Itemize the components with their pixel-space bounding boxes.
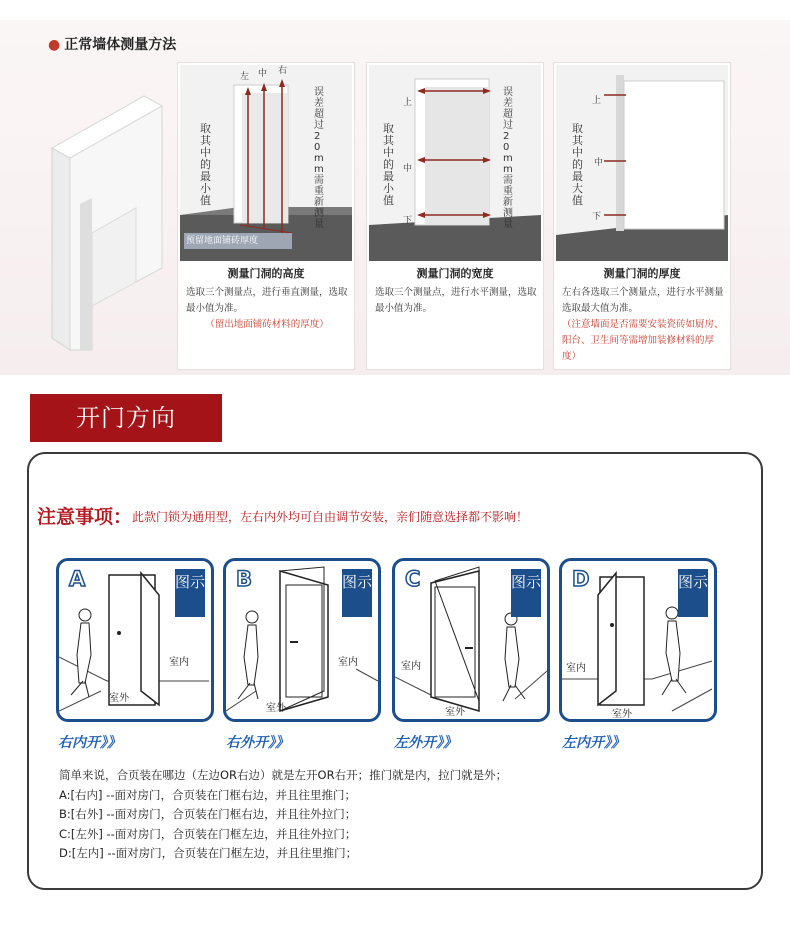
width-measure-panel: [366, 62, 544, 370]
caption-text: 选取三个测量点，进行垂直测量，选取最小值为准。: [186, 287, 348, 314]
inside-label: 室内: [169, 657, 189, 668]
inside-label: 室内: [401, 661, 421, 672]
badge-text: 图示: [175, 573, 206, 591]
explain-line: B:[右外] --面对房门，合页装在门框右边，并且往外拉门；: [59, 807, 357, 821]
inside-label: 室内: [338, 657, 358, 668]
section-title-text: 正常墙体测量方法: [64, 37, 177, 53]
outside-label: 室外: [445, 707, 465, 718]
side-note-right: 误差超过20mm需重新测量: [314, 87, 324, 230]
explain-line: D:[左内] --面对房门，合页装在门框左边，并且往里推门；: [59, 846, 358, 860]
point-left-label: 左: [240, 72, 250, 82]
direction-label-b: 右外开》》: [226, 735, 289, 751]
caption-note: （留出地面铺砖材料的厚度）: [205, 319, 329, 330]
direction-label-a: 右内开》》: [58, 735, 121, 751]
door-direction-banner: 开门方向: [30, 394, 222, 442]
point-top-label: 上: [403, 98, 413, 108]
point-top-label: 上: [592, 96, 602, 106]
side-note-left: 取其中的最大值: [572, 122, 583, 207]
height-measure-panel: [177, 62, 355, 370]
outside-label: 室外: [266, 703, 286, 714]
direction-label-d: 左内开》》: [562, 735, 625, 751]
explanation-text: [59, 766, 699, 864]
caption-text: 选取三个测量点，进行水平测量，选取最小值为准。: [375, 287, 537, 314]
caption-note: （注意墙面是否需要安装瓷砖如厨房、阳台、卫生间等需增加装修材料的厚度）: [562, 319, 724, 362]
bullet-icon: ●: [48, 37, 61, 53]
explain-line: C:[左外] --面对房门，合页装在门框左边，并且往外拉门；: [59, 826, 357, 841]
card-letter: D: [572, 567, 590, 591]
diagram-badge: [342, 569, 372, 617]
caption-title: 测量门洞的高度: [227, 267, 305, 280]
thickness-measure-panel: [553, 62, 731, 370]
explain-line: 简单来说，合页装在哪边（左边OR右边）就是左开OR右开；推门就是内，拉门就是外；: [59, 768, 508, 782]
inside-label: 室内: [566, 663, 586, 674]
badge-text: 图示: [678, 573, 709, 591]
diagram-badge: [678, 569, 708, 617]
point-middle-label: 中: [258, 69, 268, 79]
badge-text: 图示: [342, 573, 373, 591]
badge-text: 图示: [511, 573, 542, 591]
point-bottom-label: 下: [403, 216, 413, 226]
door-card-c: [392, 558, 550, 722]
floor-note: 预留地面铺砖厚度: [186, 236, 259, 246]
door-card-a: [56, 558, 214, 722]
outside-label: 室外: [612, 709, 632, 720]
point-middle-label: 中: [594, 158, 604, 168]
card-letter: A: [69, 567, 86, 591]
caption-text: 左右各选取三个测量点，进行水平测量选取最大值为准。: [562, 287, 724, 314]
side-note-right: 误差超过20mm需重新测量: [503, 87, 513, 230]
direction-label-c: 左外开》》: [394, 735, 457, 751]
side-note-left: 取其中的最小值: [200, 122, 211, 207]
diagram-badge: [511, 569, 541, 617]
card-letter: C: [405, 567, 421, 591]
notice-title: 注意事项：: [37, 506, 133, 528]
doorway-3d-illustration: [44, 88, 166, 360]
outside-label: 室外: [109, 693, 129, 704]
caption-title: 测量门洞的宽度: [416, 267, 494, 280]
door-card-d: [559, 558, 717, 722]
explain-line: A:[右内] --面对房门，合页装在门框右边，并且往里推门；: [59, 787, 356, 802]
point-bottom-label: 下: [592, 212, 602, 222]
caption-title: 测量门洞的厚度: [603, 267, 681, 280]
notice-text: 此款门锁为通用型，左右内外均可自由调节安装，亲们随意选择都不影响！: [132, 510, 529, 524]
point-right-label: 右: [278, 66, 288, 76]
door-card-b: [223, 558, 381, 722]
point-middle-label: 中: [403, 164, 413, 174]
diagram-badge: [175, 569, 205, 617]
section-title: [48, 34, 176, 54]
side-note-left: 取其中的最小值: [383, 122, 394, 207]
card-letter: B: [236, 567, 253, 591]
notice: [37, 502, 528, 529]
